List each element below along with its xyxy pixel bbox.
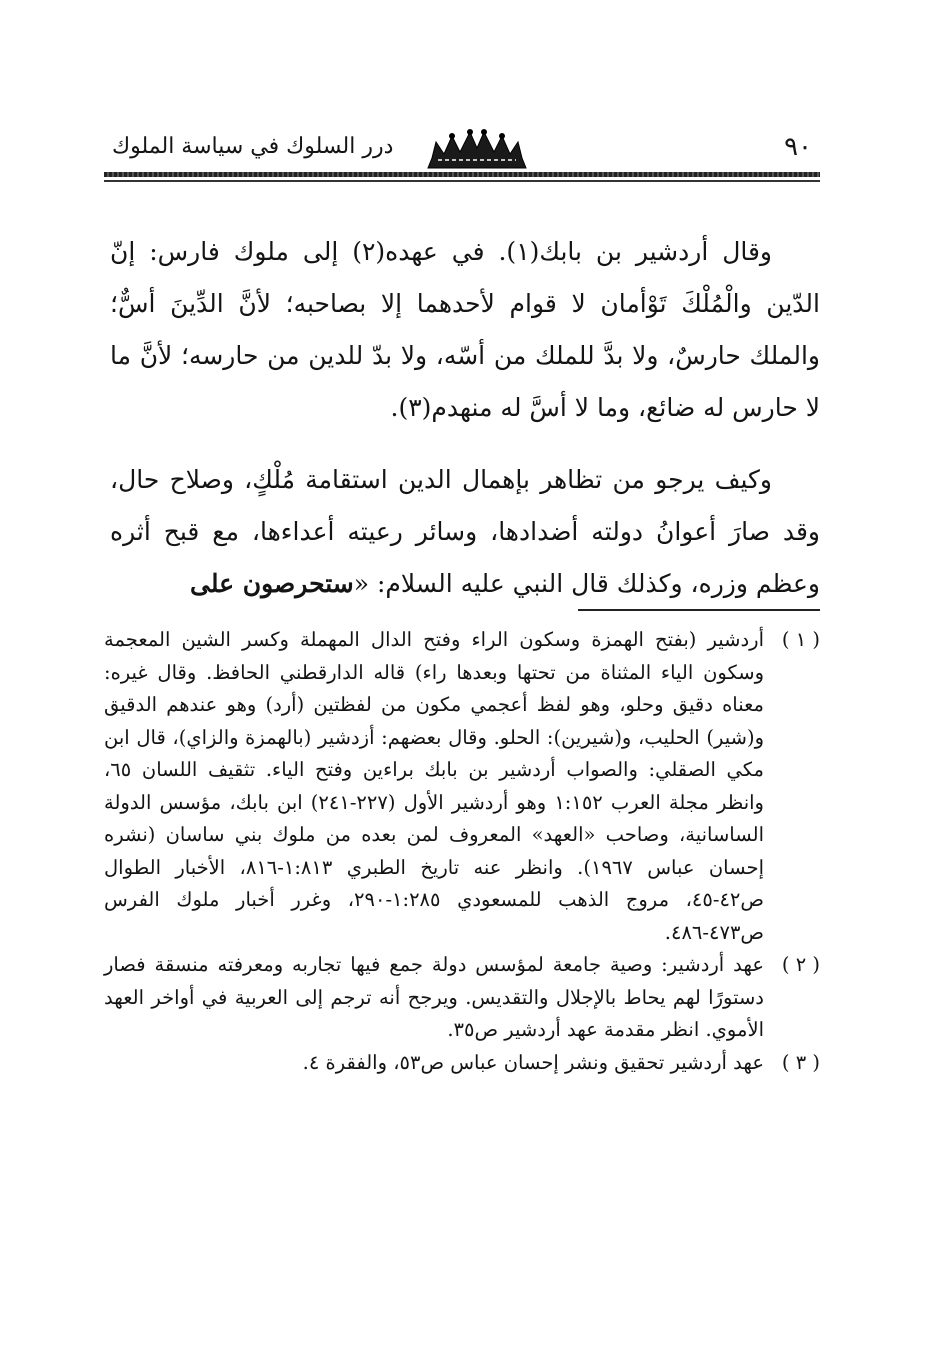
footnote-1 <box>104 624 820 949</box>
footnote-2 <box>104 949 820 1047</box>
footnote-text: عهد أردشير تحقيق ونشر إحسان عباس ص٥٣، والفقرة ٤. <box>302 1050 764 1074</box>
footnote-text: أردشير (بفتح الهمزة وسكون الراء وفتح الدال المهملة وكسر الشين المعجمة وسكون الياء المثناة من تحتها وبعدها راء) قاله الدارقطني الحافظ. وقال غيره: معناه دقيق وحلو، وهو لفظ أعجمي مكون من لفظتين (أرد) وهو عندهم الدقيق و(شير) الحليب، و(شيرين): الحلو. وقال بعضهم: أزدشير (بالهمزة والزاي)، قال ابن مكي الصقلي: والصواب أردشير بن بابك براءين وفتح الياء. تثقيف اللسان ٦٥، وانظر مجلة العرب ١:١٥٢ وهو أردشير الأول (٢٢٧-٢٤١) ابن بابك، مؤسس الدولة الساسانية، وصاحب «العهد» المعروف لمن بعده من ملوك بني ساسان (نشره إحسان عباس ١٩٦٧). وانظر عنه تاريخ الطبري ١:٨١٣-٨١٦، الأخبار الطوال ص٤٢-٤٥، مروج الذهب للمسعودي ١:٢٨٥-٢٩٠، وغرر أخبار ملوك الفرس ص٤٧٣-٤٨٦. <box>104 628 764 944</box>
paragraph-1: وقال أردشير بن بابك(١). في عهده(٢) إلى ملوك فارس: إنّ الدّين والْمُلْكَ تَوْأمان لا قوام لأحدهما إلا بصاحبه؛ لأنَّ الدِّينَ أسٌّ؛ والملك حارسٌ، ولا بدَّ للملك من أسّه، ولا بدّ للدين من حارسه؛ لأنَّ ما لا حارس له ضائع، وما لا أسَّ له منهدم(٣). <box>110 237 820 422</box>
footnote-number: ( ١ ) <box>781 628 820 651</box>
paragraph-2-text: وكيف يرجو من تظاهر بإهمال الدين استقامة مُلْكٍ، وصلاح حال، وقد صارَ أعوانُ دولته أضدادها، وسائر رعيته أعداءها، مع قبح أثره وعظم وزره، وكذلك قال النبي عليه السلام: « <box>110 465 820 598</box>
paragraph-2 <box>110 454 820 610</box>
footnote-3 <box>104 1047 820 1080</box>
footnote-text: عهد أردشير: وصية جامعة لمؤسس دولة جمع فيها تجاربه ومعرفته منسقة فصار دستورًا لهم يحاط بالإجلال والتقديس. ويرجح أنه ترجم إلى العربية في أواخر العهد الأموي. انظر مقدمة عهد أردشير ص٣٥. <box>104 953 764 1041</box>
main-text <box>110 226 820 630</box>
header-rule <box>104 172 820 177</box>
hadith-quote: ستحرصون على <box>190 569 354 598</box>
page-number: ٩٠ <box>784 132 812 162</box>
footnote-number: ( ٣ ) <box>781 1050 820 1074</box>
footnotes <box>104 624 820 1079</box>
header-rule-thin <box>104 180 820 182</box>
page-header <box>104 128 820 188</box>
running-title: درر السلوك في سياسة الملوك <box>112 134 394 159</box>
footnote-number: ( ٢ ) <box>781 953 820 976</box>
footnote-separator <box>578 609 820 611</box>
crown-icon <box>422 128 532 172</box>
